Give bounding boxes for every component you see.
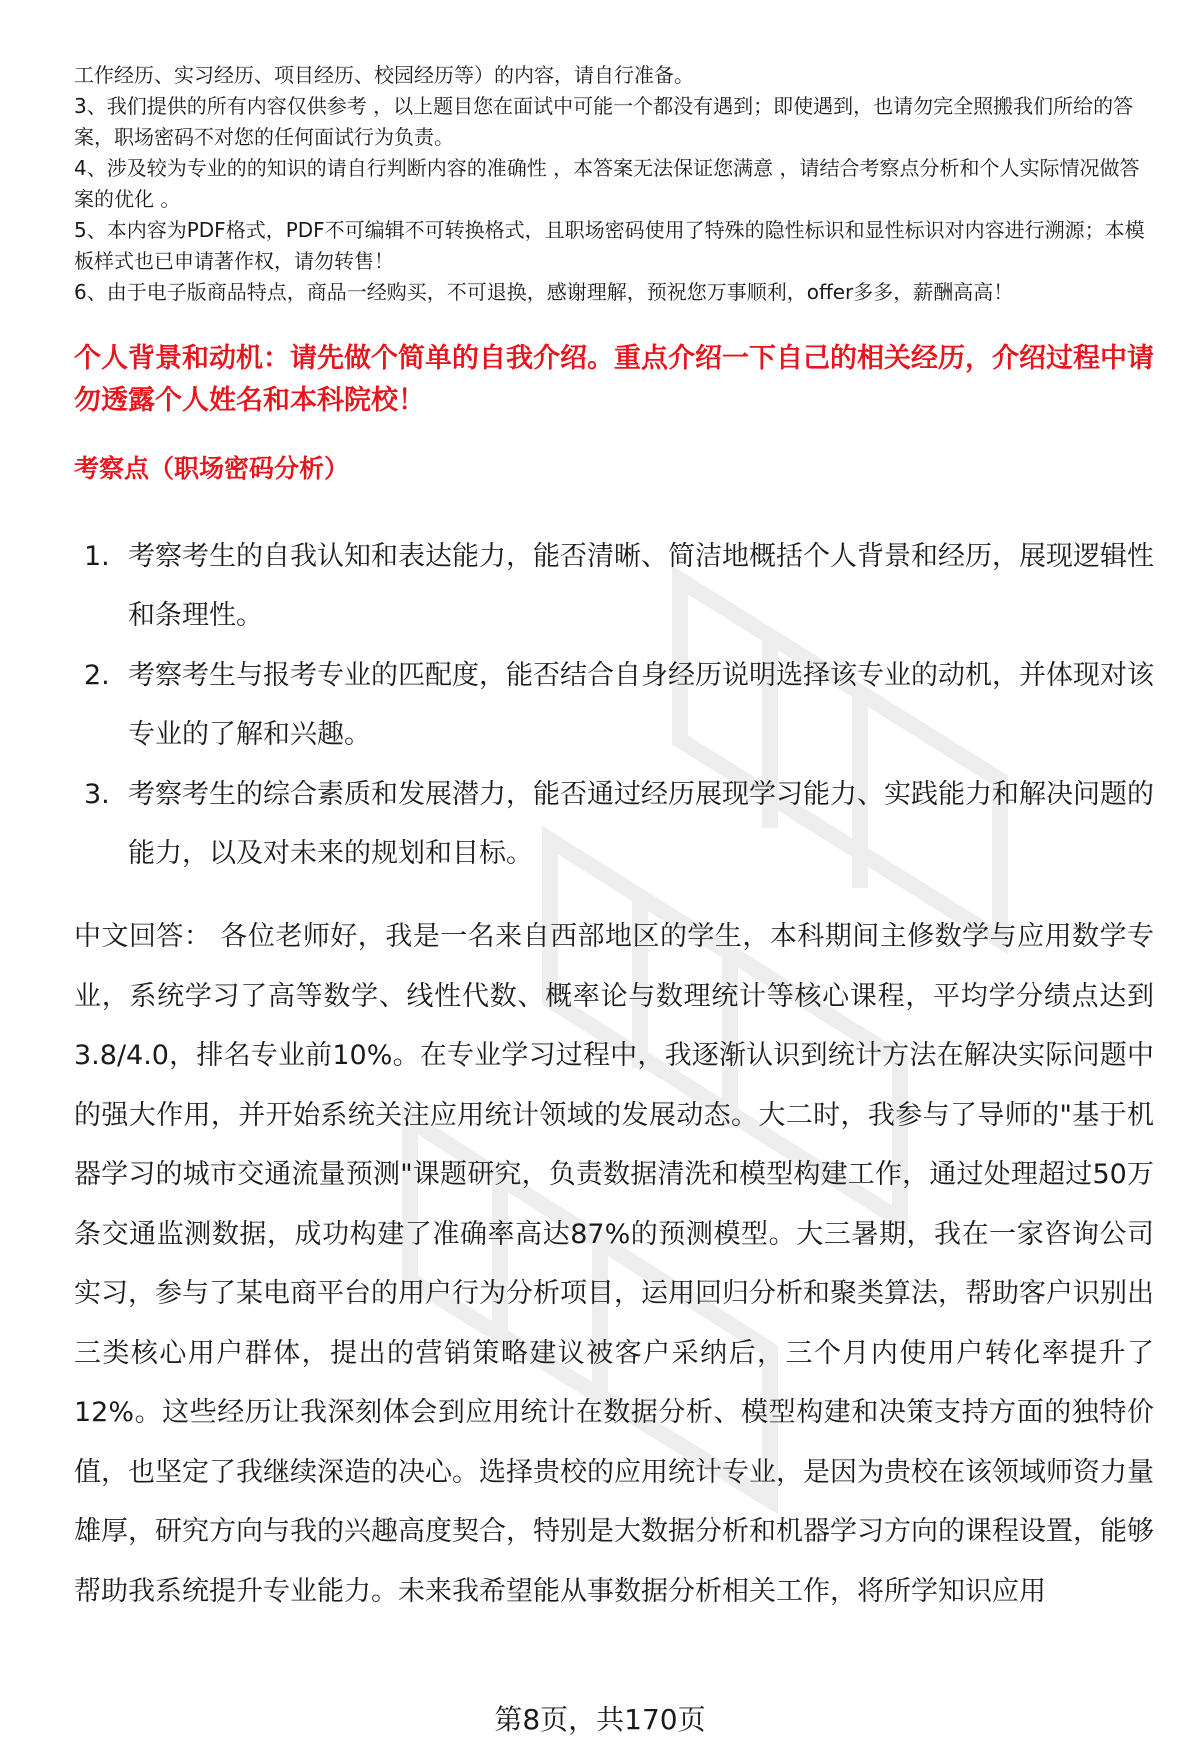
page-number: 第8页，共170页 <box>494 1703 706 1736</box>
section-title: 考察点（职场密码分析） <box>74 454 350 483</box>
analysis-points <box>84 527 1154 884</box>
list-item <box>84 646 1154 764</box>
list-item <box>84 527 1154 645</box>
list-text: 考察考生的自我认知和表达能力，能否清晰、简洁地概括个人背景和经历，展现逻辑性和条理性。 <box>128 541 1154 631</box>
list-text: 考察考生与报考专业的匹配度，能否结合自身经历说明选择该专业的动机，并体现对该专业的了解和兴趣。 <box>128 660 1154 750</box>
list-number: 1. <box>84 541 110 572</box>
note-line: 工作经历、实习经历、项目经历、校园经历等）的内容，请自行准备。 <box>74 63 694 87</box>
list-number: 2. <box>84 660 110 691</box>
list-item <box>84 765 1154 883</box>
list-number: 3. <box>84 779 110 810</box>
note-line: 3、我们提供的所有内容仅供参考 ，以上题目您在面试中可能一个都没有遇到；即使遇到，也请勿完全照搬我们所给的答案，职场密码不对您的任何面试行为负责。 <box>74 94 1134 149</box>
question-heading: 个人背景和动机：请先做个简单的自我介绍。重点介绍一下自己的相关经历，介绍过程中请勿透露个人姓名和本科院校！ <box>74 343 1154 416</box>
notes-block <box>74 60 1154 308</box>
note-line: 4、涉及较为专业的的知识的请自行判断内容的准确性 ，本答案无法保证您满意 ，请结合考察点分析和个人实际情况做答案的优化 。 <box>74 156 1140 211</box>
list-text: 考察考生的综合素质和发展潜力，能否通过经历展现学习能力、实践能力和解决问题的能力，以及对未来的规划和目标。 <box>128 779 1154 869</box>
note-line: 6、由于电子版商品特点，商品一经购买，不可退换，感谢理解，预祝您万事顺利，offer多多，薪酬高高！ <box>74 280 1014 304</box>
answer-paragraph: 中文回答： 各位老师好，我是一名来自西部地区的学生，本科期间主修数学与应用数学专业，系统学习了高等数学、线性代数、概率论与数理统计等核心课程，平均学分绩点达到3.8/4.0，排名专业前10%。在专业学习过程中，我逐渐认识到统计方法在解决实际问题中的强大作用，并开始系统关注应用统计领域的发展动态。大二时，我参与了导师的"基于机器学习的城市交通流量预测"课题研究，负责数据清洗和模型构建工作，通过处理超过50万条交通监测数据，成功构建了准确率高达87%的预测模型。大三暑期，我在一家咨询公司实习，参与了某电商平台的用户行为分析项目，运用回归分析和聚类算法，帮助客户识别出三类核心用户群体，提出的营销策略建议被客户采纳后，三个月内使用户转化率提升了12%。这些经历让我深刻体会到应用统计在数据分析、模型构建和决策支持方面的独特价值，也坚定了我继续深造的决心。选择贵校的应用统计专业，是因为贵校在该领域师资力量雄厚，研究方向与我的兴趣高度契合，特别是大数据分析和机器学习方向的课程设置，能够帮助我系统提升专业能力。未来我希望能从事数据分析相关工作，将所学知识应用 <box>74 921 1154 1607</box>
note-line: 5、本内容为PDF格式，PDF不可编辑不可转换格式，且职场密码使用了特殊的隐性标识和显性标识对内容进行溯源；本模板样式也已申请著作权，请勿转售！ <box>74 218 1145 273</box>
